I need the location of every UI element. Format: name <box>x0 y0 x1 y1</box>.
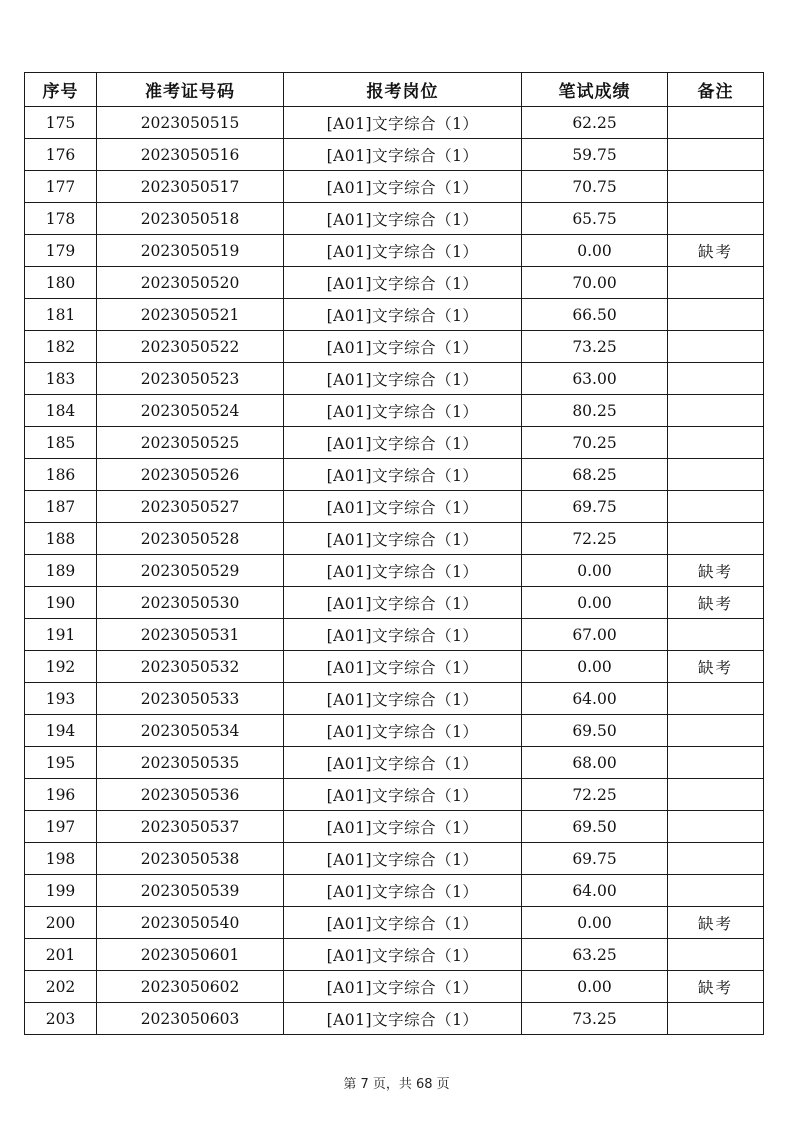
table-row <box>25 395 764 427</box>
table-row <box>25 363 764 395</box>
table-row <box>25 715 764 747</box>
cell-written-score: 68.00 <box>522 747 668 779</box>
cell-remark <box>668 459 764 491</box>
cell-ticket-number: 2023050528 <box>97 523 284 555</box>
cell-seq: 195 <box>25 747 97 779</box>
table-row <box>25 1003 764 1035</box>
cell-ticket-number: 2023050601 <box>97 939 284 971</box>
cell-written-score: 80.25 <box>522 395 668 427</box>
cell-ticket-number: 2023050536 <box>97 779 284 811</box>
cell-remark <box>668 939 764 971</box>
cell-ticket-number: 2023050602 <box>97 971 284 1003</box>
header-seq: 序号 <box>25 73 97 107</box>
table-row <box>25 459 764 491</box>
cell-ticket-number: 2023050517 <box>97 171 284 203</box>
cell-ticket-number: 2023050534 <box>97 715 284 747</box>
header-post: 报考岗位 <box>284 73 522 107</box>
cell-remark <box>668 203 764 235</box>
cell-written-score: 0.00 <box>522 235 668 267</box>
cell-ticket-number: 2023050520 <box>97 267 284 299</box>
cell-ticket-number: 2023050521 <box>97 299 284 331</box>
cell-ticket-number: 2023050531 <box>97 619 284 651</box>
cell-post: [A01]文字综合（1） <box>284 491 522 523</box>
cell-seq: 193 <box>25 683 97 715</box>
cell-remark <box>668 811 764 843</box>
table-row <box>25 555 764 587</box>
cell-remark: 缺考 <box>668 651 764 683</box>
cell-seq: 187 <box>25 491 97 523</box>
table-row <box>25 523 764 555</box>
cell-ticket-number: 2023050516 <box>97 139 284 171</box>
table-row <box>25 747 764 779</box>
cell-post: [A01]文字综合（1） <box>284 203 522 235</box>
table-row <box>25 171 764 203</box>
cell-written-score: 63.25 <box>522 939 668 971</box>
cell-written-score: 64.00 <box>522 875 668 907</box>
cell-seq: 199 <box>25 875 97 907</box>
cell-remark: 缺考 <box>668 555 764 587</box>
cell-remark <box>668 299 764 331</box>
cell-remark <box>668 427 764 459</box>
table-row <box>25 651 764 683</box>
cell-seq: 180 <box>25 267 97 299</box>
cell-post: [A01]文字综合（1） <box>284 939 522 971</box>
cell-ticket-number: 2023050539 <box>97 875 284 907</box>
header-remark: 备注 <box>668 73 764 107</box>
cell-ticket-number: 2023050527 <box>97 491 284 523</box>
cell-written-score: 0.00 <box>522 971 668 1003</box>
cell-remark <box>668 875 764 907</box>
cell-remark: 缺考 <box>668 907 764 939</box>
cell-ticket-number: 2023050524 <box>97 395 284 427</box>
table-row <box>25 267 764 299</box>
cell-written-score: 70.00 <box>522 267 668 299</box>
cell-post: [A01]文字综合（1） <box>284 747 522 779</box>
table-row <box>25 235 764 267</box>
cell-ticket-number: 2023050535 <box>97 747 284 779</box>
cell-post: [A01]文字综合（1） <box>284 107 522 139</box>
table-row <box>25 939 764 971</box>
cell-post: [A01]文字综合（1） <box>284 779 522 811</box>
cell-post: [A01]文字综合（1） <box>284 971 522 1003</box>
cell-written-score: 69.75 <box>522 843 668 875</box>
table-body <box>25 107 764 1035</box>
cell-written-score: 69.50 <box>522 811 668 843</box>
cell-remark <box>668 843 764 875</box>
cell-post: [A01]文字综合（1） <box>284 651 522 683</box>
cell-remark <box>668 1003 764 1035</box>
cell-seq: 189 <box>25 555 97 587</box>
cell-seq: 203 <box>25 1003 97 1035</box>
cell-post: [A01]文字综合（1） <box>284 619 522 651</box>
cell-remark <box>668 363 764 395</box>
cell-written-score: 70.75 <box>522 171 668 203</box>
cell-post: [A01]文字综合（1） <box>284 555 522 587</box>
cell-written-score: 69.50 <box>522 715 668 747</box>
table-row <box>25 843 764 875</box>
cell-seq: 185 <box>25 427 97 459</box>
cell-ticket-number: 2023050538 <box>97 843 284 875</box>
cell-seq: 175 <box>25 107 97 139</box>
cell-remark <box>668 395 764 427</box>
cell-remark: 缺考 <box>668 235 764 267</box>
score-table <box>24 72 764 1035</box>
cell-post: [A01]文字综合（1） <box>284 267 522 299</box>
cell-remark <box>668 171 764 203</box>
header-written-score: 笔试成绩 <box>522 73 668 107</box>
cell-post: [A01]文字综合（1） <box>284 171 522 203</box>
cell-written-score: 68.25 <box>522 459 668 491</box>
cell-seq: 178 <box>25 203 97 235</box>
cell-post: [A01]文字综合（1） <box>284 1003 522 1035</box>
cell-written-score: 62.25 <box>522 107 668 139</box>
cell-seq: 181 <box>25 299 97 331</box>
cell-seq: 202 <box>25 971 97 1003</box>
cell-post: [A01]文字综合（1） <box>284 843 522 875</box>
cell-written-score: 72.25 <box>522 523 668 555</box>
cell-ticket-number: 2023050533 <box>97 683 284 715</box>
cell-written-score: 70.25 <box>522 427 668 459</box>
cell-seq: 186 <box>25 459 97 491</box>
cell-post: [A01]文字综合（1） <box>284 235 522 267</box>
cell-seq: 194 <box>25 715 97 747</box>
cell-post: [A01]文字综合（1） <box>284 299 522 331</box>
cell-ticket-number: 2023050529 <box>97 555 284 587</box>
cell-seq: 196 <box>25 779 97 811</box>
cell-seq: 198 <box>25 843 97 875</box>
cell-ticket-number: 2023050603 <box>97 1003 284 1035</box>
table-row <box>25 427 764 459</box>
cell-written-score: 0.00 <box>522 651 668 683</box>
cell-remark <box>668 331 764 363</box>
page-number-footer: 第 7 页，共 68 页 <box>343 1077 450 1092</box>
cell-post: [A01]文字综合（1） <box>284 523 522 555</box>
cell-post: [A01]文字综合（1） <box>284 427 522 459</box>
cell-seq: 191 <box>25 619 97 651</box>
cell-post: [A01]文字综合（1） <box>284 459 522 491</box>
cell-written-score: 65.75 <box>522 203 668 235</box>
cell-ticket-number: 2023050537 <box>97 811 284 843</box>
cell-remark <box>668 715 764 747</box>
cell-ticket-number: 2023050532 <box>97 651 284 683</box>
cell-seq: 192 <box>25 651 97 683</box>
cell-ticket-number: 2023050515 <box>97 107 284 139</box>
cell-remark <box>668 267 764 299</box>
table-row <box>25 139 764 171</box>
cell-seq: 177 <box>25 171 97 203</box>
cell-remark <box>668 747 764 779</box>
table-row <box>25 107 764 139</box>
cell-seq: 182 <box>25 331 97 363</box>
cell-remark: 缺考 <box>668 971 764 1003</box>
cell-written-score: 0.00 <box>522 555 668 587</box>
table-row <box>25 491 764 523</box>
cell-post: [A01]文字综合（1） <box>284 907 522 939</box>
cell-ticket-number: 2023050519 <box>97 235 284 267</box>
cell-seq: 201 <box>25 939 97 971</box>
cell-written-score: 64.00 <box>522 683 668 715</box>
table-header-row <box>25 73 764 107</box>
cell-ticket-number: 2023050530 <box>97 587 284 619</box>
table-row <box>25 203 764 235</box>
cell-post: [A01]文字综合（1） <box>284 139 522 171</box>
cell-ticket-number: 2023050522 <box>97 331 284 363</box>
cell-post: [A01]文字综合（1） <box>284 811 522 843</box>
cell-written-score: 73.25 <box>522 331 668 363</box>
cell-written-score: 69.75 <box>522 491 668 523</box>
table-row <box>25 683 764 715</box>
cell-post: [A01]文字综合（1） <box>284 715 522 747</box>
cell-remark <box>668 139 764 171</box>
cell-seq: 197 <box>25 811 97 843</box>
cell-ticket-number: 2023050518 <box>97 203 284 235</box>
header-ticket-number: 准考证号码 <box>97 73 284 107</box>
cell-seq: 176 <box>25 139 97 171</box>
cell-seq: 190 <box>25 587 97 619</box>
cell-seq: 179 <box>25 235 97 267</box>
table-row <box>25 619 764 651</box>
cell-ticket-number: 2023050523 <box>97 363 284 395</box>
cell-post: [A01]文字综合（1） <box>284 395 522 427</box>
table-row <box>25 811 764 843</box>
cell-written-score: 0.00 <box>522 907 668 939</box>
cell-seq: 200 <box>25 907 97 939</box>
cell-ticket-number: 2023050526 <box>97 459 284 491</box>
table-row <box>25 331 764 363</box>
cell-remark <box>668 779 764 811</box>
cell-post: [A01]文字综合（1） <box>284 875 522 907</box>
cell-written-score: 0.00 <box>522 587 668 619</box>
cell-written-score: 67.00 <box>522 619 668 651</box>
cell-remark: 缺考 <box>668 587 764 619</box>
cell-written-score: 66.50 <box>522 299 668 331</box>
table-row <box>25 299 764 331</box>
cell-seq: 184 <box>25 395 97 427</box>
cell-remark <box>668 683 764 715</box>
cell-written-score: 72.25 <box>522 779 668 811</box>
table-row <box>25 971 764 1003</box>
cell-post: [A01]文字综合（1） <box>284 587 522 619</box>
cell-post: [A01]文字综合（1） <box>284 331 522 363</box>
cell-written-score: 63.00 <box>522 363 668 395</box>
cell-seq: 183 <box>25 363 97 395</box>
cell-remark <box>668 491 764 523</box>
cell-remark <box>668 523 764 555</box>
cell-remark <box>668 107 764 139</box>
cell-post: [A01]文字综合（1） <box>284 683 522 715</box>
table-row <box>25 587 764 619</box>
cell-written-score: 73.25 <box>522 1003 668 1035</box>
cell-ticket-number: 2023050540 <box>97 907 284 939</box>
cell-ticket-number: 2023050525 <box>97 427 284 459</box>
cell-post: [A01]文字综合（1） <box>284 363 522 395</box>
table-row <box>25 779 764 811</box>
cell-remark <box>668 619 764 651</box>
cell-written-score: 59.75 <box>522 139 668 171</box>
cell-seq: 188 <box>25 523 97 555</box>
table-row <box>25 875 764 907</box>
table-row <box>25 907 764 939</box>
